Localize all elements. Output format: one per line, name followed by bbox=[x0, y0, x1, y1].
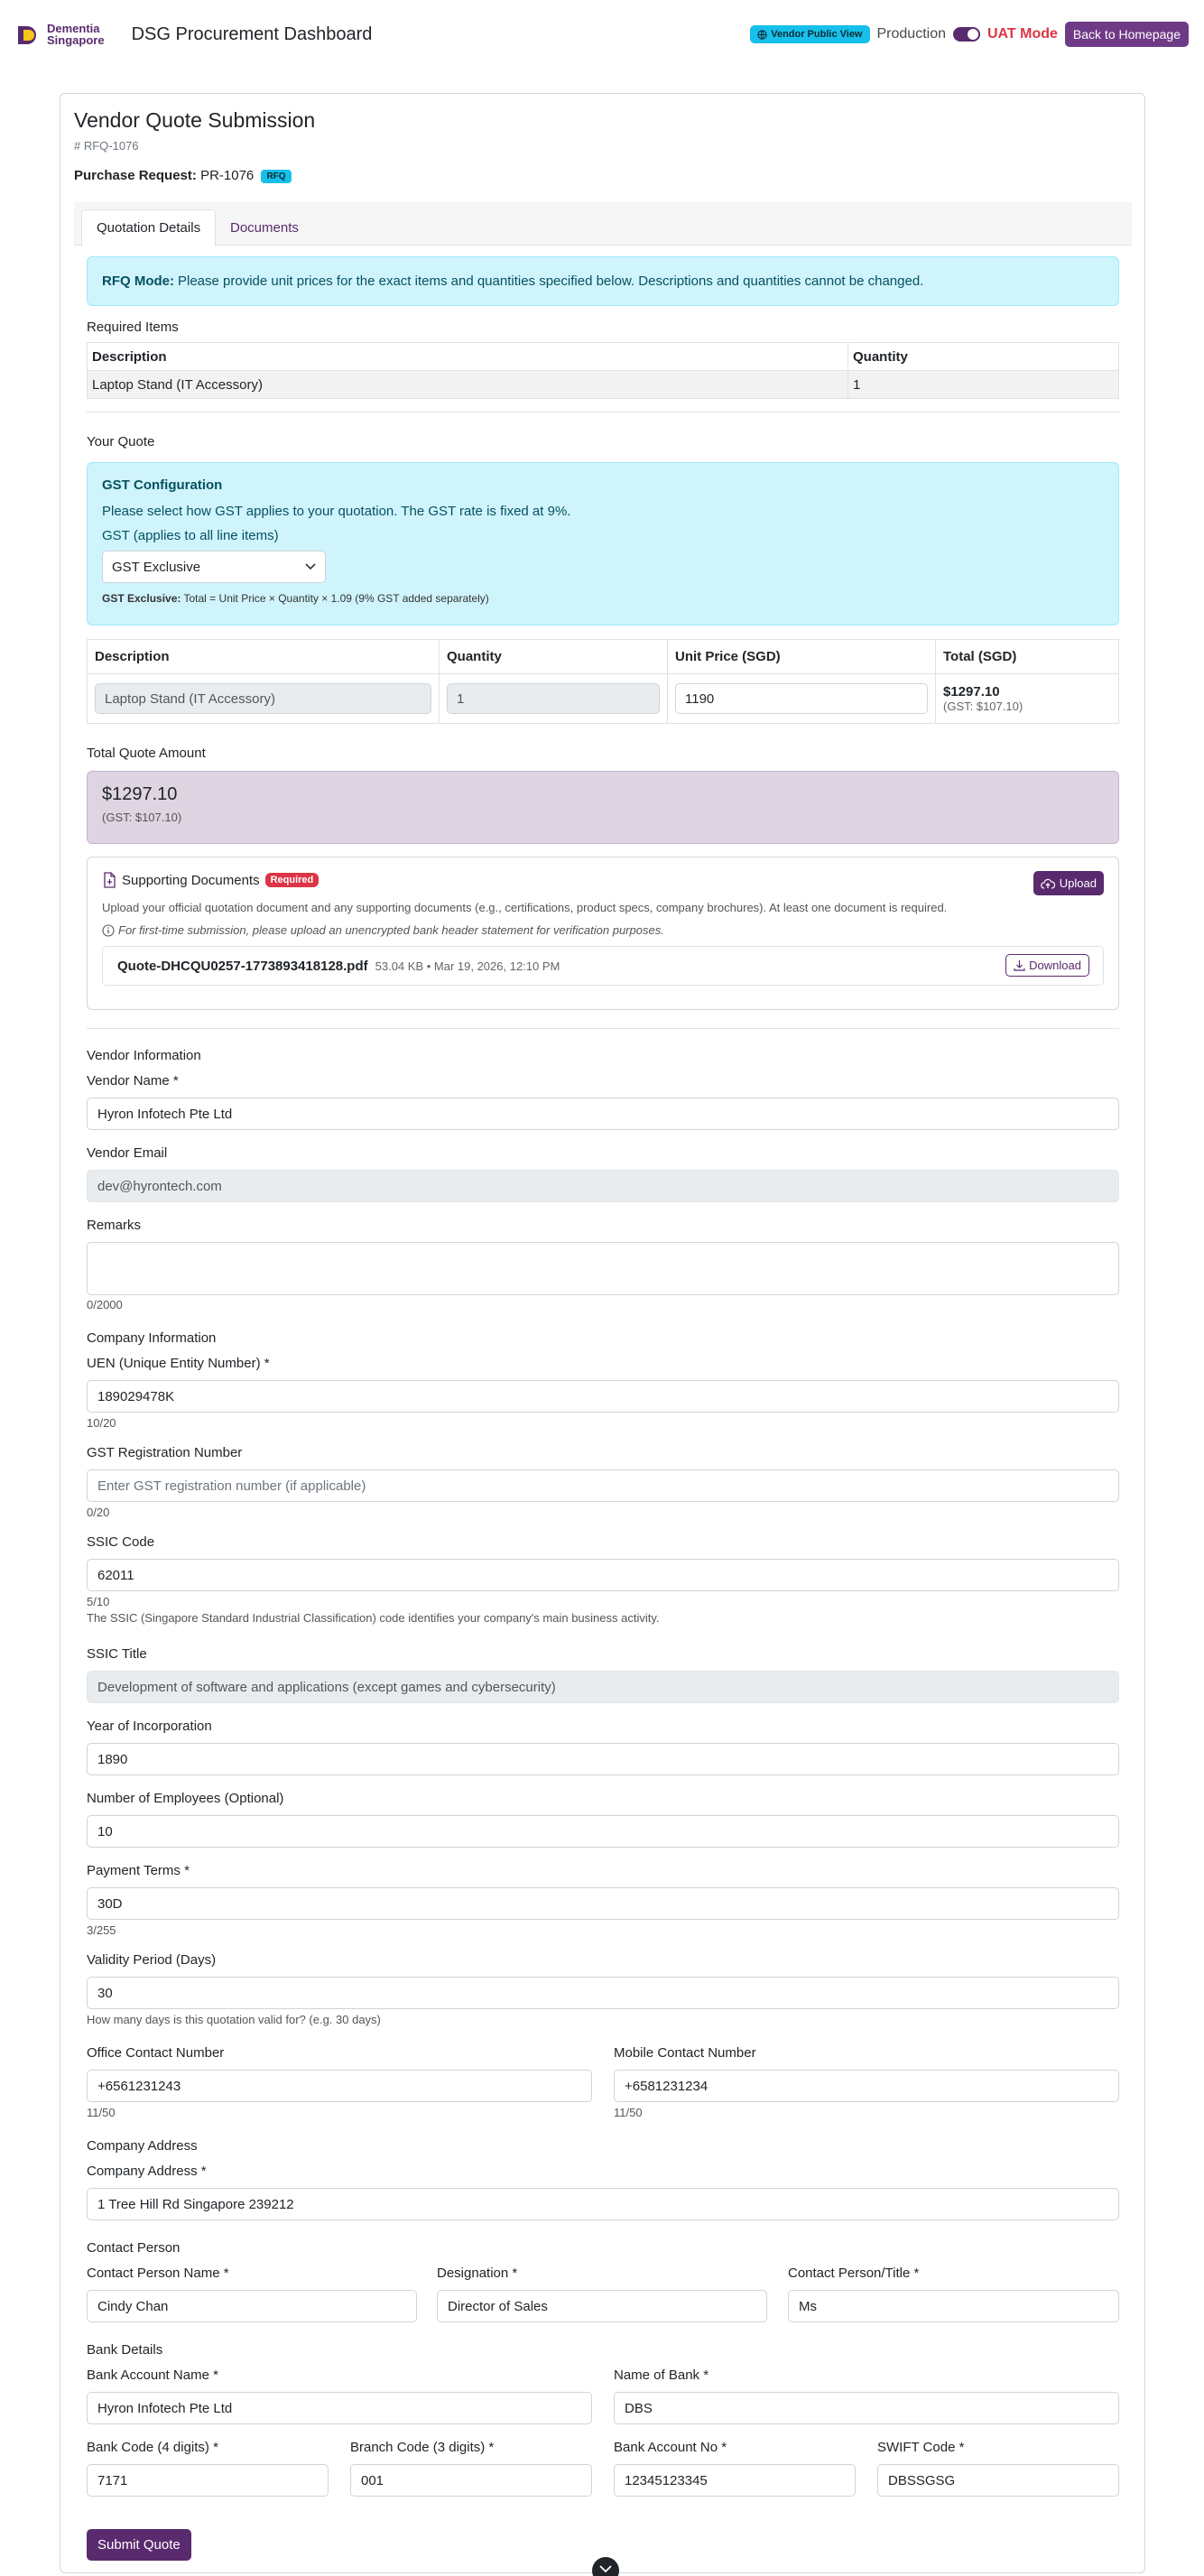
column-header-description: Description bbox=[88, 343, 848, 371]
office-contact-input[interactable]: +6561231243 bbox=[87, 2070, 592, 2102]
file-icon bbox=[102, 872, 116, 888]
payment-terms-input[interactable]: 30D bbox=[87, 1887, 1119, 1920]
download-icon bbox=[1014, 959, 1025, 971]
ssic-title-label: SSIC Title bbox=[87, 1646, 147, 1662]
rfq-alert-bold: RFQ Mode: bbox=[102, 273, 174, 289]
payment-terms-char-count: 3/255 bbox=[87, 1923, 116, 1937]
upload-button[interactable] bbox=[1033, 871, 1104, 895]
upload-button-label: Upload bbox=[1059, 876, 1097, 890]
uen-char-count: 10/20 bbox=[87, 1416, 116, 1430]
ssic-code-help: The SSIC (Singapore Standard Industrial Classification) code identifies your company's main business activity. bbox=[87, 1611, 660, 1625]
purchase-request-label: Purchase Request: bbox=[74, 168, 197, 183]
back-to-homepage-button[interactable]: Back to Homepage bbox=[1065, 22, 1189, 47]
contact-person-name-label: Contact Person Name * bbox=[87, 2266, 229, 2281]
required-items-table bbox=[87, 342, 1119, 399]
gst-note-text: Total = Unit Price × Quantity × 1.09 (9% GST added separately) bbox=[183, 592, 489, 605]
office-contact-char-count: 11/50 bbox=[87, 2106, 116, 2119]
swift-code-label: SWIFT Code * bbox=[877, 2440, 965, 2455]
divider bbox=[87, 1028, 1119, 1029]
submit-quote-button[interactable]: Submit Quote bbox=[87, 2529, 191, 2561]
supporting-docs-note bbox=[102, 923, 1104, 937]
employees-label: Number of Employees (Optional) bbox=[87, 1791, 284, 1806]
supporting-documents-box bbox=[87, 857, 1119, 1010]
gst-select-label: GST (applies to all line items) bbox=[102, 528, 279, 543]
ssic-title-input: Development of software and applications (except games and cybersecurity) bbox=[87, 1671, 1119, 1703]
company-info-section-title: Company Information bbox=[87, 1330, 217, 1346]
office-contact-label: Office Contact Number bbox=[87, 2045, 225, 2061]
bank-name-label: Name of Bank * bbox=[614, 2368, 709, 2383]
globe-icon bbox=[757, 30, 767, 40]
line-description-input: Laptop Stand (IT Accessory) bbox=[95, 683, 431, 714]
tab-bar bbox=[74, 202, 1132, 246]
total-quote-amount: $1297.10 bbox=[102, 784, 178, 804]
contact-person-section-title: Contact Person bbox=[87, 2240, 181, 2256]
bank-code-label: Bank Code (4 digits) * bbox=[87, 2440, 218, 2455]
validity-period-input[interactable]: 30 bbox=[87, 1977, 1119, 2009]
supporting-docs-note-text: For first-time submission, please upload an unencrypted bank header statement for verification purposes. bbox=[118, 923, 664, 937]
vendor-email-input: dev@hyrontech.com bbox=[87, 1170, 1119, 1202]
mobile-contact-char-count: 11/50 bbox=[614, 2106, 643, 2119]
payment-terms-label: Payment Terms * bbox=[87, 1863, 190, 1878]
download-button[interactable] bbox=[1005, 954, 1089, 977]
designation-input[interactable]: Director of Sales bbox=[437, 2290, 767, 2322]
employees-input[interactable]: 10 bbox=[87, 1815, 1119, 1848]
mobile-contact-label: Mobile Contact Number bbox=[614, 2045, 756, 2061]
vendor-email-label: Vendor Email bbox=[87, 1145, 168, 1161]
supporting-docs-title: Supporting Documents bbox=[122, 872, 260, 888]
rfq-alert-text: Please provide unit prices for the exact items and quantities specified below. Descriptions and quantities cannot be changed. bbox=[178, 273, 924, 289]
column-header-quantity: Quantity bbox=[440, 640, 668, 674]
swift-code-input[interactable]: DBSSGSG bbox=[877, 2464, 1119, 2497]
top-navbar bbox=[0, 0, 1204, 69]
branch-code-label: Branch Code (3 digits) * bbox=[350, 2440, 495, 2455]
tab-documents[interactable]: Documents bbox=[230, 220, 299, 236]
bank-details-section-title: Bank Details bbox=[87, 2342, 163, 2358]
gst-select-value: GST Exclusive bbox=[112, 559, 201, 575]
gst-registration-label: GST Registration Number bbox=[87, 1445, 243, 1460]
line-total-value: $1297.10 bbox=[943, 684, 1000, 700]
vendor-name-label: Vendor Name * bbox=[87, 1073, 179, 1089]
dementia-singapore-logo[interactable] bbox=[14, 21, 105, 48]
your-quote-label: Your Quote bbox=[87, 434, 155, 449]
logo-line2: Singapore bbox=[47, 33, 105, 47]
validity-period-label: Validity Period (Days) bbox=[87, 1952, 217, 1968]
required-items-label: Required Items bbox=[87, 320, 179, 335]
item-quantity: 1 bbox=[848, 371, 1119, 399]
uat-mode-toggle[interactable] bbox=[953, 27, 980, 42]
company-address-section-title: Company Address bbox=[87, 2138, 198, 2154]
table-row bbox=[88, 674, 1119, 724]
line-total bbox=[936, 674, 1119, 724]
branch-code-input[interactable]: 001 bbox=[350, 2464, 592, 2497]
logo-line1: Dementia bbox=[47, 22, 100, 35]
gst-note-bold: GST Exclusive: bbox=[102, 592, 181, 605]
cloud-upload-icon bbox=[1041, 878, 1055, 889]
app-title: DSG Procurement Dashboard bbox=[131, 23, 373, 44]
unit-price-input[interactable]: 1190 bbox=[675, 683, 928, 714]
vendor-badge-label: Vendor Public View bbox=[771, 29, 863, 40]
info-circle-icon bbox=[102, 924, 115, 937]
uat-mode-label: UAT Mode bbox=[987, 26, 1058, 42]
chevron-down-icon bbox=[599, 2565, 612, 2574]
company-address-label: Company Address * bbox=[87, 2164, 207, 2179]
gst-type-select[interactable] bbox=[102, 551, 326, 583]
column-header-description: Description bbox=[88, 640, 440, 674]
page-title: Vendor Quote Submission bbox=[74, 108, 316, 132]
total-quote-label: Total Quote Amount bbox=[87, 746, 206, 761]
chevron-down-icon bbox=[305, 563, 316, 570]
gst-config-description: Please select how GST applies to your quotation. The GST rate is fixed at 9%. bbox=[102, 504, 571, 519]
table-row bbox=[88, 371, 1119, 399]
rfq-number: # RFQ-1076 bbox=[74, 139, 139, 153]
required-badge: Required bbox=[265, 873, 320, 887]
file-meta: 53.04 KB • Mar 19, 2026, 12:10 PM bbox=[375, 959, 560, 973]
vendor-quote-card bbox=[60, 93, 1145, 2573]
production-label: Production bbox=[876, 26, 946, 42]
company-address-input[interactable]: 1 Tree Hill Rd Singapore 239212 bbox=[87, 2188, 1119, 2220]
gst-registration-char-count: 0/20 bbox=[87, 1506, 110, 1519]
year-of-incorporation-label: Year of Incorporation bbox=[87, 1719, 212, 1734]
total-quote-box bbox=[87, 771, 1119, 844]
validity-period-help: How many days is this quotation valid for? (e.g. 30 days) bbox=[87, 2013, 381, 2026]
column-header-unit-price: Unit Price (SGD) bbox=[668, 640, 936, 674]
year-of-incorporation-input[interactable]: 1890 bbox=[87, 1743, 1119, 1775]
ssic-code-char-count: 5/10 bbox=[87, 1595, 110, 1608]
bank-account-no-input[interactable]: 12345123345 bbox=[614, 2464, 856, 2497]
file-name: Quote-DHCQU0257-1773893418128.pdf bbox=[117, 958, 368, 974]
bank-name-input[interactable]: DBS bbox=[614, 2392, 1119, 2424]
column-header-total: Total (SGD) bbox=[936, 640, 1119, 674]
bank-account-no-label: Bank Account No * bbox=[614, 2440, 727, 2455]
contact-person-title-input[interactable]: Ms bbox=[788, 2290, 1119, 2322]
vendor-public-view-badge bbox=[750, 25, 869, 43]
remarks-label: Remarks bbox=[87, 1218, 142, 1233]
download-button-label: Download bbox=[1029, 959, 1081, 972]
bank-account-name-label: Bank Account Name * bbox=[87, 2368, 218, 2383]
gst-note bbox=[102, 592, 1104, 605]
purchase-request-line bbox=[74, 168, 292, 183]
supporting-docs-description: Upload your official quotation document and any supporting documents (e.g., certifications, product specs, company brochures). At least one document is required. bbox=[102, 901, 948, 914]
gst-registration-input[interactable]: Enter GST registration number (if applicable) bbox=[87, 1469, 1119, 1502]
line-quantity-input: 1 bbox=[447, 683, 660, 714]
contact-person-name-input[interactable]: Cindy Chan bbox=[87, 2290, 417, 2322]
contact-person-title-label: Contact Person/Title * bbox=[788, 2266, 920, 2281]
column-header-quantity: Quantity bbox=[848, 343, 1119, 371]
logo-mark-icon bbox=[14, 21, 42, 48]
uen-input[interactable]: 189029478K bbox=[87, 1380, 1119, 1413]
designation-label: Designation * bbox=[437, 2266, 518, 2281]
tab-quotation-details[interactable]: Quotation Details bbox=[81, 209, 216, 246]
purchase-request-value: PR-1076 bbox=[200, 168, 255, 183]
ssic-code-label: SSIC Code bbox=[87, 1534, 155, 1550]
quote-line-items-table bbox=[87, 639, 1119, 724]
gst-config-title: GST Configuration bbox=[102, 477, 223, 493]
vendor-name-input[interactable]: Hyron Infotech Pte Ltd bbox=[87, 1098, 1119, 1130]
remarks-char-count: 0/2000 bbox=[87, 1298, 123, 1311]
bank-account-name-input[interactable]: Hyron Infotech Pte Ltd bbox=[87, 2392, 592, 2424]
rfq-badge: RFQ bbox=[261, 170, 291, 183]
bank-code-input[interactable]: 7171 bbox=[87, 2464, 329, 2497]
rfq-mode-alert bbox=[87, 256, 1119, 306]
remarks-textarea[interactable] bbox=[87, 1242, 1119, 1295]
gst-configuration-box bbox=[87, 462, 1119, 625]
line-total-gst: (GST: $107.10) bbox=[943, 700, 1023, 713]
vendor-info-section-title: Vendor Information bbox=[87, 1048, 201, 1063]
total-quote-gst: (GST: $107.10) bbox=[102, 811, 182, 824]
mobile-contact-input[interactable]: +6581231234 bbox=[614, 2070, 1119, 2102]
uen-label: UEN (Unique Entity Number) * bbox=[87, 1356, 270, 1371]
uploaded-file-row bbox=[102, 946, 1104, 986]
item-description: Laptop Stand (IT Accessory) bbox=[88, 371, 848, 399]
ssic-code-input[interactable]: 62011 bbox=[87, 1559, 1119, 1591]
